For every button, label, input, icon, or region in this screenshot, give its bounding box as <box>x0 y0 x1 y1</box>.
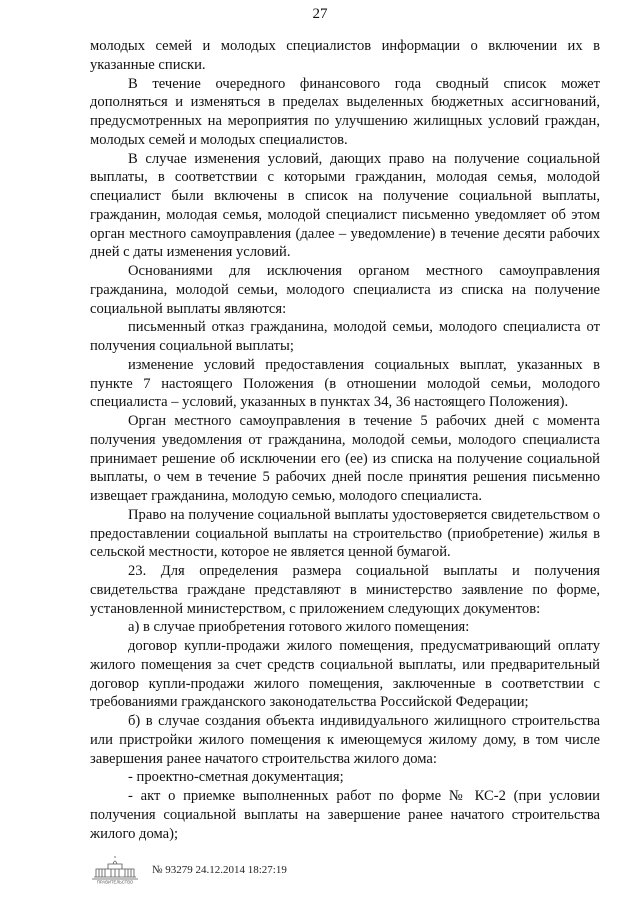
government-building-logo <box>86 855 144 885</box>
paragraph: В течение очередного финансового года сводный список может дополняться и изменяться в пределах выделенных бюджетных ассигнований, предусмотренных на мероприятия по улучшению жилищных условий граждан, молодых семей и молодых специалистов. <box>90 75 600 148</box>
paragraph: молодых семей и молодых специалистов информации о включении их в указанные списки. <box>90 38 600 73</box>
paragraph: б) в случае создания объекта индивидуального жилищного строительства или пристройки жилого помещения к имеющемуся жилому дому, в том числе завершения ранее начатого строительства жилого дома: <box>90 713 600 767</box>
paragraph: Право на получение социальной выплаты удостоверяется свидетельством о предоставлении социальной выплаты на строительство (приобретение) жилья в сельской местности, которое не является ценной бумагой. <box>90 506 600 561</box>
document-body <box>90 37 600 843</box>
paragraph: - акт о приемке выполненных работ по форме № КС-2 (при условии получения социальной выплаты на завершение ранее начатого строительства жилого дома); <box>90 788 600 842</box>
document-footer <box>86 855 386 885</box>
paragraph: В случае изменения условий, дающих право на получение социальной выплаты, в соответствии с которыми гражданин, молодая семья, молодой специалист были включены в список на получение социальной выплаты, гражданин, молодая семья, молодой специалист письменно уведомляет об этом орган местного самоуправления (далее – уведомление) в течение десяти рабочих дней с даты изменения условий. <box>90 150 600 261</box>
paragraph: изменение условий предоставления социальных выплат, указанных в пункте 7 настоящего Положения (в отношении молодой семьи, молодого специалиста – условий, указанных в пунктах 34, 36 настоящего Положения). <box>90 356 600 411</box>
paragraph: договор купли-продажи жилого помещения, предусматривающий оплату жилого помещения за счет средств социальной выплаты, или предварительный договор купли-продажи жилого помещения, заключенные в соответствии с требованиями гражданского законодательства Российской Федерации; <box>90 638 600 711</box>
svg-text:ПРАВИТЕЛЬСТВО: ПРАВИТЕЛЬСТВО <box>96 879 134 885</box>
page-number: 27 <box>312 6 328 22</box>
registration-stamp: № 93279 24.12.2014 18:27:19 <box>152 864 287 876</box>
paragraph: а) в случае приобретения готового жилого помещения: <box>128 619 470 636</box>
paragraph: письменный отказ гражданина, молодой семьи, молодого специалиста от получения социальной выплаты; <box>90 319 600 354</box>
paragraph: Основаниями для исключения органом местного самоуправления гражданина, молодой семьи, молодого специалиста из списка на получение социальной выплаты являются: <box>90 263 600 317</box>
paragraph: 23. Для определения размера социальной выплаты и получения свидетельства граждане представляют в министерство заявление по форме, установленной министерством, с приложением следующих документов: <box>90 563 600 617</box>
paragraph: Орган местного самоуправления в течение 5 рабочих дней с момента получения уведомления от гражданина, молодой семьи, молодого специалиста принимает решение об исключении его (ее) из списка на получение социальной выплаты, о чем в течение 5 рабочих дней после принятия решения письменно извещает гражданина, молодую семью, молодого специалиста. <box>90 413 600 504</box>
paragraph: - проектно-сметная документация; <box>128 769 344 786</box>
